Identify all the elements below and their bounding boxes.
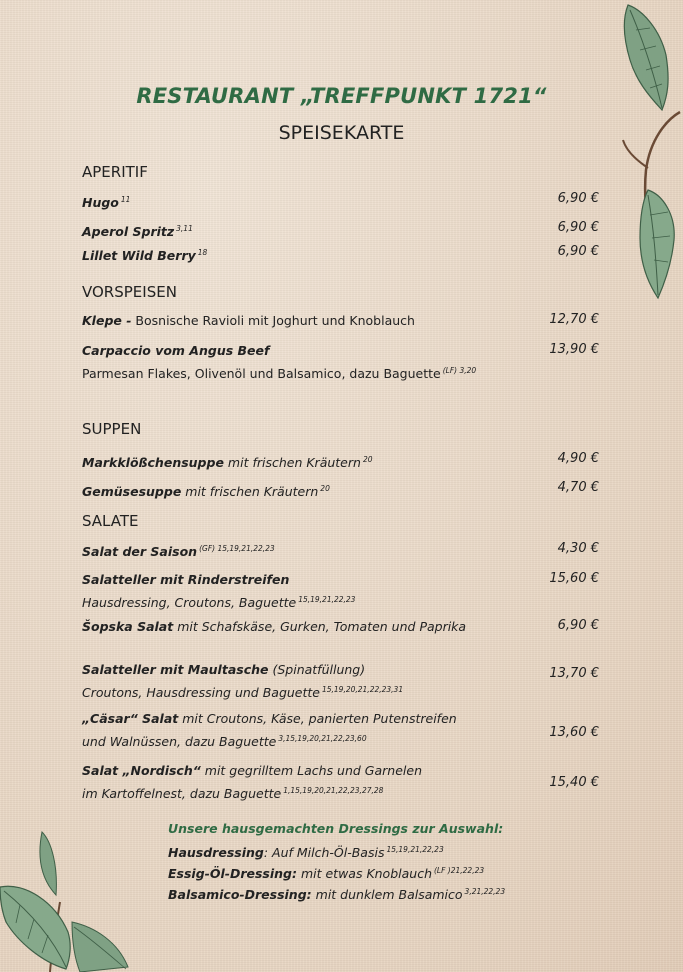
item-price: 13,90 € xyxy=(549,342,599,357)
item-description: Parmesan Flakes, Olivenöl und Balsamico, dazu Baguette xyxy=(82,366,441,381)
menu-item xyxy=(82,243,207,266)
menu-item xyxy=(82,570,355,613)
menu-item xyxy=(82,219,193,242)
dressing-name: Balsamico-Dressing: xyxy=(168,887,312,902)
page-subtitle: SPEISEKARTE xyxy=(278,122,405,144)
dressing-item xyxy=(168,882,505,905)
item-name: Hugo xyxy=(82,195,119,210)
allergen-code: 1,15,19,20,21,22,23,27,28 xyxy=(283,786,384,795)
dressing-item xyxy=(168,861,484,884)
item-price: 15,40 € xyxy=(549,775,599,790)
allergen-code: (GF) 15,19,21,22,23 xyxy=(199,544,275,553)
menu-item xyxy=(82,479,330,502)
menu-item xyxy=(82,761,422,804)
allergen-code: 20 xyxy=(362,455,373,464)
allergen-code: (LF )21,22,23 xyxy=(434,866,485,875)
dressing-name: Hausdressing xyxy=(168,845,264,860)
item-description: mit frischen Kräutern xyxy=(227,455,361,470)
item-price: 6,90 € xyxy=(557,618,599,633)
item-price: 6,90 € xyxy=(557,220,599,235)
allergen-code: 11 xyxy=(120,195,131,204)
item-price: 13,60 € xyxy=(549,725,599,740)
item-description: Croutons, Hausdressing und Baguette xyxy=(82,685,320,700)
item-description: mit frischen Kräutern xyxy=(185,484,319,499)
item-name: Markklößchensuppe xyxy=(82,455,224,470)
menu-item xyxy=(82,311,415,331)
allergen-code: 20 xyxy=(320,484,330,493)
dressing-description: mit dunklem Balsamico xyxy=(315,887,463,902)
dressings-title: Unsere hausgemachten Dressings zur Auswahl: xyxy=(168,821,504,836)
dressing-item xyxy=(168,840,444,863)
menu-item xyxy=(82,341,476,384)
section-heading-suppen: SUPPEN xyxy=(82,420,142,438)
item-description: im Kartoffelnest, dazu Baguette xyxy=(82,786,282,801)
item-name: Salatteller mit Maultasche xyxy=(82,662,269,677)
item-price: 12,70 € xyxy=(549,312,599,327)
item-name: Salat „Nordisch“ xyxy=(82,763,201,778)
item-description: Bosnische Ravioli mit Joghurt und Knoblauch xyxy=(135,313,415,328)
item-description: (Spinatfüllung) xyxy=(272,662,366,677)
allergen-code: 3,21,22,23 xyxy=(464,887,506,896)
allergen-code: 15,19,21,22,23 xyxy=(386,845,444,854)
item-name: Gemüsesuppe xyxy=(82,484,182,499)
allergen-code: 15,19,21,22,23 xyxy=(298,595,356,604)
item-description: Hausdressing, Croutons, Baguette xyxy=(82,595,297,610)
item-name: Salatteller mit Rinderstreifen xyxy=(82,572,290,587)
item-name: Aperol Spritz xyxy=(82,224,175,239)
item-price: 13,70 € xyxy=(549,666,599,681)
section-heading-salate: SALATE xyxy=(82,512,139,530)
item-description: mit gegrilltem Lachs und Garnelen xyxy=(204,763,422,778)
item-description: und Walnüssen, dazu Baguette xyxy=(82,734,277,749)
item-name: Carpaccio vom Angus Beef xyxy=(82,343,270,358)
item-price: 4,30 € xyxy=(557,541,599,556)
item-description: mit Croutons, Käse, panierten Putenstreifen xyxy=(182,711,457,726)
item-price: 6,90 € xyxy=(557,191,599,206)
allergen-code: 18 xyxy=(197,248,208,257)
item-price: 4,90 € xyxy=(557,451,599,466)
menu-item xyxy=(82,660,403,703)
allergen-code: 3,15,19,20,21,22,23,60 xyxy=(278,734,367,743)
dressing-description: mit etwas Knoblauch xyxy=(300,866,432,881)
item-name: „Cäsar“ Salat xyxy=(82,711,179,726)
allergen-code: 3,11 xyxy=(176,224,193,233)
item-name: Klepe - xyxy=(82,313,132,328)
dressing-description: : Auf Milch-Öl-Basis xyxy=(263,845,385,860)
menu-item xyxy=(82,190,130,213)
menu-item xyxy=(82,539,275,562)
allergen-code: 15,19,20,21,22,23,31 xyxy=(321,685,404,694)
page-title: RESTAURANT „TREFFPUNKT 1721“ xyxy=(136,84,547,108)
menu-item xyxy=(82,617,466,637)
dressing-name: Essig-Öl-Dressing: xyxy=(168,866,297,881)
item-description: mit Schafskäse, Gurken, Tomaten und Paprika xyxy=(177,619,467,634)
allergen-code: (LF) 3,20 xyxy=(442,366,477,375)
item-name: Salat der Saison xyxy=(82,544,198,559)
item-name: Šopska Salat xyxy=(82,619,174,634)
leaf-cluster-icon xyxy=(0,827,135,972)
menu-item xyxy=(82,450,372,473)
item-price: 6,90 € xyxy=(557,244,599,259)
ivy-leaf-branch-icon xyxy=(588,0,683,305)
section-heading-vorspeisen: VORSPEISEN xyxy=(82,283,177,301)
menu-item xyxy=(82,709,457,752)
section-heading-aperitif: APERITIF xyxy=(82,163,148,181)
item-name: Lillet Wild Berry xyxy=(82,248,196,263)
item-price: 4,70 € xyxy=(557,480,599,495)
item-price: 15,60 € xyxy=(549,571,599,586)
